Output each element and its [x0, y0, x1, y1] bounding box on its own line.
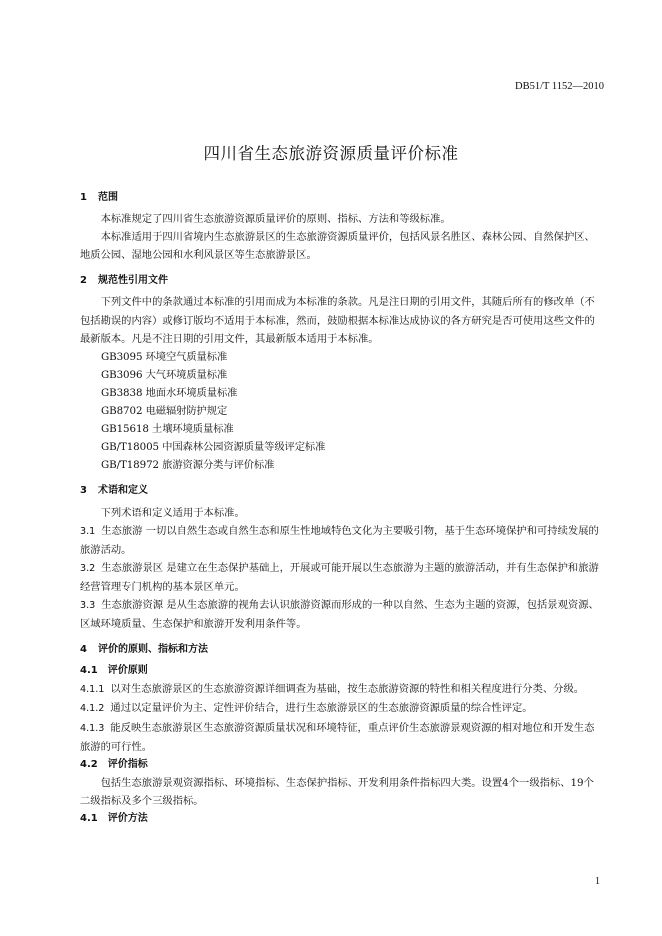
- section-title: 评价的原则、指标和方法: [98, 644, 208, 656]
- paragraph: 本标准规定了四川省生态旅游资源质量评价的原则、指标、方法和等级标准。: [100, 213, 451, 226]
- subsection-heading: 4.2 评价指标: [80, 758, 148, 770]
- reference-item: GB/T18005 中国森林公园资源质量等级评定标准: [101, 441, 326, 454]
- paragraph: 本标准适用于四川省境内生态旅游景区的生态旅游资源质量评价，包括风景名胜区、森林公园、自然保护区、地质公园、湿地公园和水利风景区等生态旅游景区。: [80, 231, 595, 262]
- section-title: 范围: [98, 192, 118, 203]
- section-number: 3: [80, 485, 87, 497]
- section-2-heading: [80, 272, 600, 290]
- reference-item: GB8702 电磁辐射防护规定: [101, 405, 228, 418]
- definition-item: 3.2 生态旅游景区 是建立在生态保护基础上，开展或可能开展以生态旅游为主题的旅游活动，并有生态保护和旅游经营管理专门机构的基本景区单元。: [80, 561, 599, 593]
- reference-item: GB15618 土壤环境质量标准: [101, 423, 234, 436]
- section-number: 1: [80, 192, 87, 203]
- section-number: 2: [80, 275, 87, 287]
- clause-item: 4.1.3 能反映生态旅游景区生态旅游资源质量状况和环境特征，重点评价生态旅游景观资源的相对地位和开发生态旅游的可行性。: [80, 721, 595, 753]
- paragraph: 下列术语和定义适用于本标准。: [100, 506, 245, 519]
- clause-item: 4.1.2 通过以定量评价为主、定性评价结合，进行生态旅游景区的生态旅游资源质量的综合性评定。: [80, 702, 533, 715]
- definition-item: 3.1 生态旅游 一切以自然生态或自然生态和原生性地域特色文化为主要吸引物，基于生态环境保护和可持续发展的旅游活动。: [80, 524, 599, 556]
- section-title: 术语和定义: [98, 485, 148, 497]
- section-1-heading: [80, 189, 600, 207]
- section-number: 4: [80, 644, 87, 656]
- clause-item: 4.1.1 以对生态旅游景区的生态旅游资源详细调查为基础，按生态旅游资源的特性和相关程度进行分类、分级。: [80, 683, 585, 696]
- page-number: 1: [595, 876, 600, 887]
- standard-code: DB51/T 1152—2010: [515, 81, 604, 92]
- page-title: 四川省生态旅游资源质量评价标准: [203, 144, 459, 163]
- reference-item: GB/T18972 旅游资源分类与评价标准: [101, 459, 275, 472]
- definition-item: 3.3 生态旅游资源 是从生态旅游的视角去认识旅游资源而形成的一种以自然、生态为主题的资源，包括景观资源、区域环境质量、生态保护和旅游开发利用条件等。: [80, 598, 599, 631]
- section-3-heading: [80, 482, 600, 500]
- document-body: [80, 189, 600, 828]
- reference-item: GB3838 地面水环境质量标准: [101, 386, 238, 399]
- reference-item: GB3096 大气环境质量标准: [101, 368, 228, 381]
- reference-item: GB3095 环境空气质量标准: [101, 350, 228, 363]
- paragraph: 包括生态旅游景观资源指标、环境指标、生态保护指标、开发利用条件指标四大类。设置4个一级指标、19个二级指标及多个三级指标。: [80, 776, 594, 807]
- paragraph: 下列文件中的条款通过本标准的引用而成为本标准的条款。凡是注日期的引用文件，其随后所有的修改单（不包括勘误的内容）或修订版均不适用于本标准，然而，鼓励根据本标准达成协议的各方研究是否可使用这些文件的最新版本。凡是不注日期的引用文件，其最新版本适用于本标准。: [80, 296, 595, 345]
- subsection-heading: 4.1 评价原则: [80, 665, 148, 677]
- section-title: 规范性引用文件: [98, 275, 168, 287]
- section-4-heading: [80, 641, 600, 659]
- subsection-heading: 4.1 评价方法: [80, 813, 148, 824]
